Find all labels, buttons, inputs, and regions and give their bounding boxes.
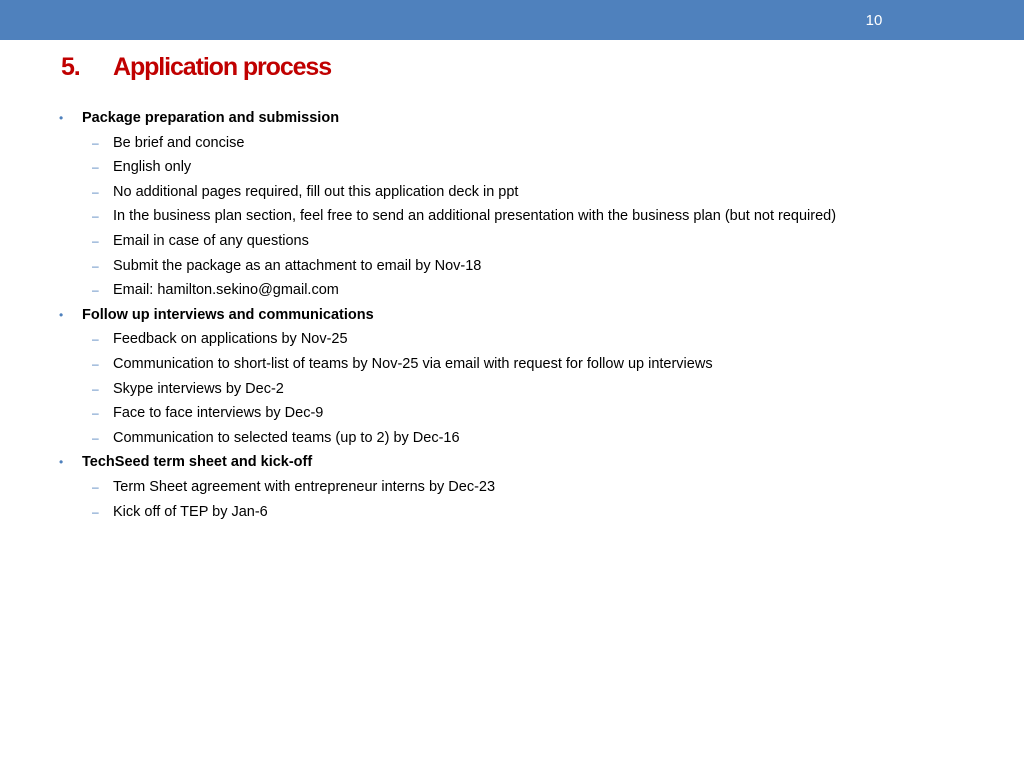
dash-icon: – bbox=[92, 233, 99, 248]
list-item-text: Face to face interviews by Dec-9 bbox=[113, 405, 324, 422]
list-item bbox=[0, 327, 1024, 352]
list-item-text: In the business plan section, feel free to send an additional presentation with the business plan (but not required) bbox=[113, 208, 837, 225]
section-heading-package bbox=[0, 106, 1024, 131]
dash-icon: – bbox=[92, 406, 99, 421]
dash-icon: – bbox=[92, 160, 99, 175]
list-item bbox=[0, 352, 1024, 377]
dash-icon: – bbox=[92, 356, 99, 371]
header-bar bbox=[0, 0, 1024, 40]
dash-icon: – bbox=[92, 283, 99, 298]
bullet-icon: • bbox=[59, 307, 64, 322]
list-item bbox=[0, 426, 1024, 451]
list-item-text: Communication to selected teams (up to 2) by Dec-16 bbox=[113, 429, 460, 446]
title-text: Application process bbox=[113, 53, 332, 81]
section-heading-text: TechSeed term sheet and kick-off bbox=[82, 454, 313, 471]
bullet-icon: • bbox=[59, 111, 64, 125]
dash-icon: – bbox=[92, 135, 99, 150]
dash-icon: – bbox=[92, 479, 99, 494]
bullet-icon: • bbox=[59, 455, 64, 470]
list-item bbox=[0, 475, 1024, 500]
section-heading-text: Package preparation and submission bbox=[82, 110, 340, 126]
dash-icon: – bbox=[92, 332, 99, 347]
dash-icon: – bbox=[92, 258, 99, 273]
title-number: 5. bbox=[61, 53, 80, 81]
list-item-text: Skype interviews by Dec-2 bbox=[113, 380, 284, 397]
dash-icon: – bbox=[92, 184, 99, 199]
content-list bbox=[0, 106, 1024, 524]
dash-icon: – bbox=[92, 430, 99, 445]
slide-title bbox=[61, 50, 331, 84]
list-item-text: Kick off of TEP by Jan-6 bbox=[113, 503, 268, 520]
list-item bbox=[0, 180, 1024, 205]
list-item bbox=[0, 204, 1024, 229]
list-item-text: Feedback on applications by Nov-25 bbox=[113, 331, 348, 348]
list-item bbox=[0, 229, 1024, 254]
list-item bbox=[0, 401, 1024, 426]
list-item-text: Email in case of any questions bbox=[113, 232, 309, 249]
list-item-text: Be brief and concise bbox=[113, 134, 245, 151]
list-item bbox=[0, 500, 1024, 525]
list-item-text: English only bbox=[113, 159, 192, 176]
list-item-text: Term Sheet agreement with entrepreneur interns by Dec-23 bbox=[113, 478, 496, 495]
section-heading-interviews bbox=[0, 303, 1024, 328]
list-item bbox=[0, 254, 1024, 279]
dash-icon: – bbox=[92, 381, 99, 396]
dash-icon: – bbox=[92, 504, 99, 519]
section-heading-kickoff bbox=[0, 450, 1024, 475]
list-item-text: Communication to short-list of teams by Nov-25 via email with request for follow up interviews bbox=[113, 355, 713, 372]
list-item bbox=[0, 278, 1024, 303]
list-item-text: Email: hamilton.sekino@gmail.com bbox=[113, 282, 339, 299]
list-item bbox=[0, 155, 1024, 180]
list-item-text: No additional pages required, fill out this application deck in ppt bbox=[113, 183, 519, 200]
page-number: 10 bbox=[865, 12, 883, 29]
list-item bbox=[0, 377, 1024, 402]
section-heading-text: Follow up interviews and communications bbox=[82, 306, 374, 323]
list-item bbox=[0, 131, 1024, 156]
list-item-text: Submit the package as an attachment to email by Nov-18 bbox=[113, 257, 482, 274]
dash-icon: – bbox=[92, 209, 99, 224]
